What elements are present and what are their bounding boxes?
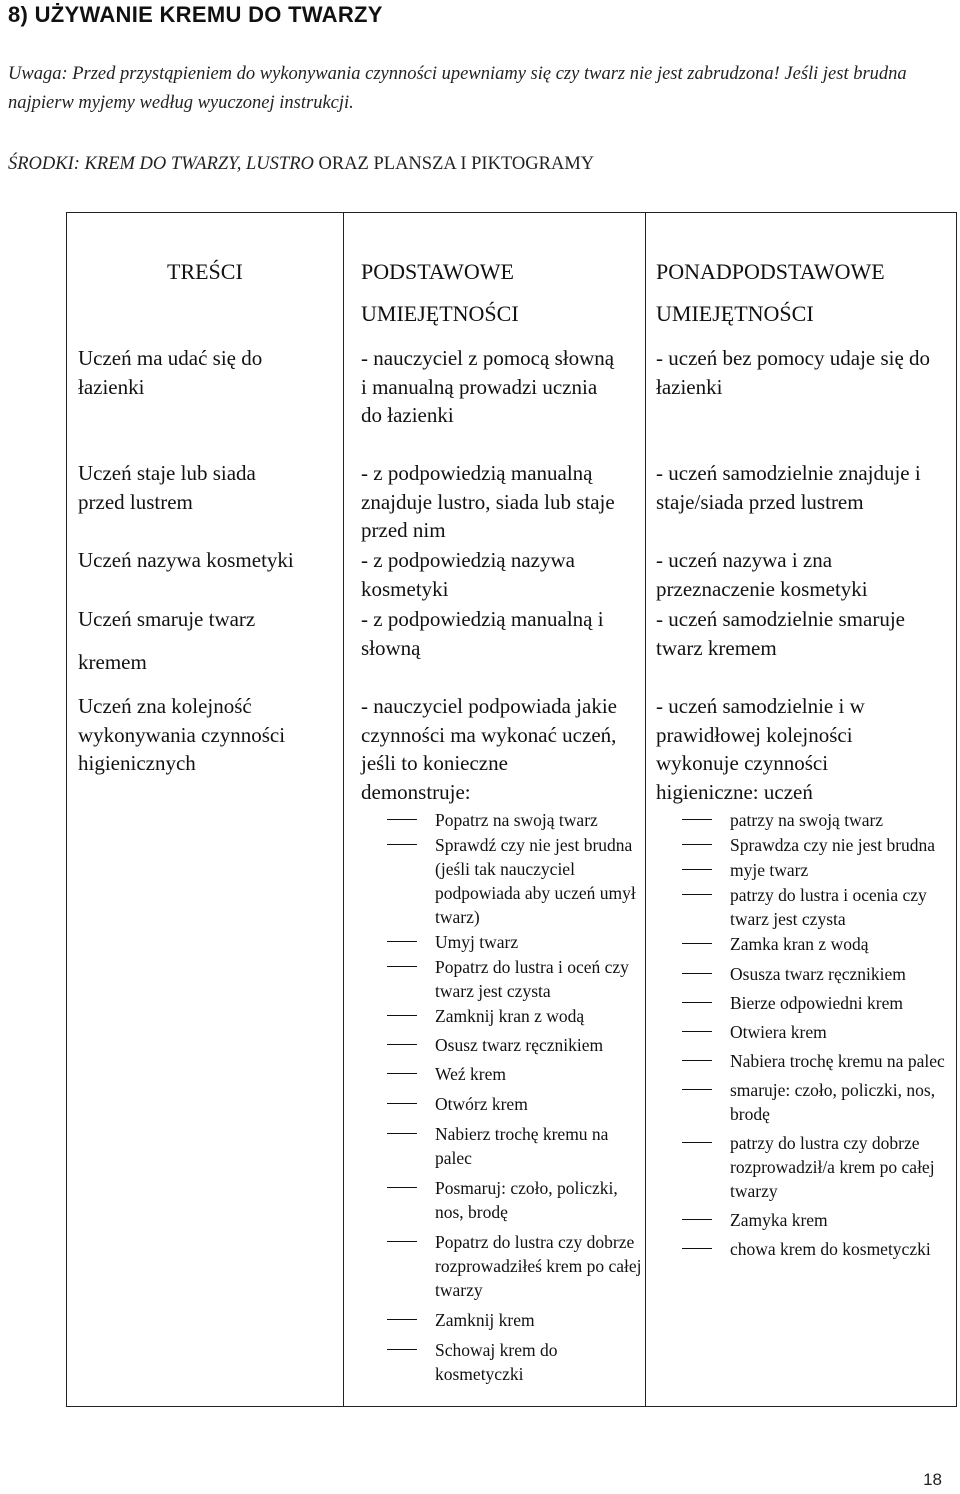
basic-step: Popatrz do lustra czy dobrze rozprowadziłeś krem po całej twarzy	[355, 1230, 645, 1302]
header-content: TREŚCI	[167, 259, 243, 284]
content-item-apply-cream: Uczeń smaruje twarz	[78, 607, 256, 631]
advanced-step: Otwiera krem	[650, 1020, 950, 1044]
basic-item-name-cosmetics: - z podpowiedzią nazywa kosmetyki	[361, 548, 575, 601]
advanced-step: patrzy do lustra czy dobrze rozprowadził/a krem po całej twarzy	[650, 1131, 950, 1203]
basic-step: Otwórz krem	[355, 1092, 645, 1116]
skills-table	[66, 212, 957, 1407]
basic-step: Umyj twarz	[355, 930, 645, 954]
header-basic-line2: UMIEJĘTNOŚCI	[361, 301, 519, 326]
basic-step: Osusz twarz ręcznikiem	[355, 1033, 645, 1057]
advanced-step: myje twarz	[650, 858, 950, 882]
materials-normal: ORAZ PLANSZA I PIKTOGRAMY	[313, 154, 595, 174]
basic-step: Zamknij krem	[355, 1308, 645, 1332]
materials-italic: ŚRODKI: KREM DO TWARZY, LUSTRO	[8, 154, 314, 174]
advanced-step: Nabiera trochę kremu na palec	[650, 1049, 950, 1073]
basic-step: Posmaruj: czoło, policzki, nos, brodę	[355, 1176, 645, 1224]
advanced-step: Zamyka krem	[650, 1208, 950, 1232]
column-divider	[343, 213, 344, 1406]
column-divider	[645, 213, 646, 1406]
basic-steps-list	[355, 808, 645, 1386]
header-basic-skills	[361, 251, 519, 335]
materials-line	[8, 154, 594, 175]
page-number: 18	[923, 1470, 942, 1489]
basic-step: Nabierz trochę kremu na palec	[355, 1122, 645, 1170]
header-advanced-line1: PONADPODSTAWOWE	[656, 259, 885, 284]
advanced-step: Bierze odpowiedni krem	[650, 991, 950, 1015]
basic-step: Popatrz do lustra i oceń czy twarz jest czysta	[355, 955, 645, 1003]
basic-item-mirror: - z podpowiedzią manualną znajduje lustro, siada lub staje przed nim	[361, 461, 615, 542]
header-advanced-skills	[656, 251, 885, 335]
advanced-step: smaruje: czoło, policzki, nos, brodę	[650, 1078, 950, 1126]
advanced-item-apply-cream: - uczeń samodzielnie smaruje twarz kremem	[656, 607, 905, 660]
basic-step: Weź krem	[355, 1062, 645, 1086]
basic-step: Schowaj krem do kosmetyczki	[355, 1338, 645, 1386]
content-item-order: Uczeń zna kolejność wykonywania czynności higienicznych	[78, 694, 286, 775]
advanced-step: patrzy do lustra i ocenia czy twarz jest czysta	[650, 883, 950, 931]
advanced-item-mirror: - uczeń samodzielnie znajduje i staje/siada przed lustrem	[656, 461, 921, 514]
header-advanced-line2: UMIEJĘTNOŚCI	[656, 301, 814, 326]
basic-item-apply-cream: - z podpowiedzią manualną i słowną	[361, 607, 604, 660]
section-heading: 8) UŻYWANIE KREMU DO TWARZY	[8, 2, 383, 27]
basic-item-bathroom: - nauczyciel z pomocą słowną i manualną prowadzi ucznia do łazienki	[361, 346, 615, 427]
header-basic-line1: PODSTAWOWE	[361, 259, 514, 284]
basic-item-order: - nauczyciel podpowiada jakie czynności ma wykonać uczeń, jeśli to konieczne demonstruje:	[361, 694, 617, 804]
advanced-item-order: - uczeń samodzielnie i w prawidłowej kolejności wykonuje czynności higieniczne: uczeń	[656, 694, 865, 804]
content-item-name-cosmetics: Uczeń nazywa kosmetyki	[78, 548, 294, 572]
advanced-steps-list	[650, 808, 950, 1261]
content-item-mirror: Uczeń staje lub siada przed lustrem	[78, 461, 256, 514]
basic-step: Sprawdź czy nie jest brudna (jeśli tak nauczyciel podpowiada aby uczeń umył twarz)	[355, 833, 645, 929]
warning-note: Uwaga: Przed przystąpieniem do wykonywania czynności upewniamy się czy twarz nie jest zabrudzona! Jeśli jest brudna najpierw myjemy według wyuczonej instrukcji.	[8, 64, 907, 113]
advanced-step: patrzy na swoją twarz	[650, 808, 950, 832]
content-item-bathroom: Uczeń ma udać się do łazienki	[78, 346, 263, 399]
content-item-apply-cream-2: kremem	[78, 650, 147, 674]
advanced-step: Sprawdza czy nie jest brudna	[650, 833, 950, 857]
basic-step: Zamknij kran z wodą	[355, 1004, 645, 1028]
advanced-step: Osusza twarz ręcznikiem	[650, 962, 950, 986]
advanced-item-name-cosmetics: - uczeń nazywa i zna przeznaczenie kosmetyki	[656, 548, 868, 601]
advanced-step: Zamka kran z wodą	[650, 932, 950, 956]
advanced-step: chowa krem do kosmetyczki	[650, 1237, 950, 1261]
basic-step: Popatrz na swoją twarz	[355, 808, 645, 832]
advanced-item-bathroom: - uczeń bez pomocy udaje się do łazienki	[656, 346, 931, 399]
